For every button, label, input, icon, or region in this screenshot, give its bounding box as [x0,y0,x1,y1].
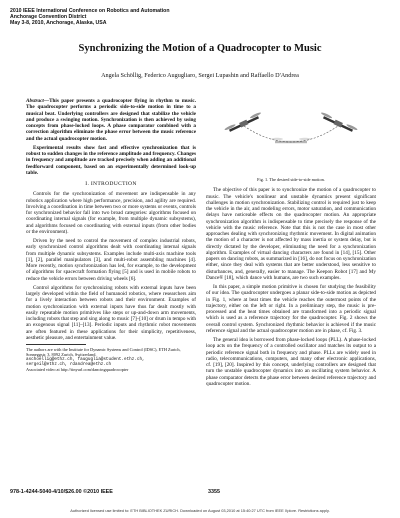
left-column [26,98,196,372]
quadrocopter-left-icon [224,112,263,135]
page-number: 3355 [208,489,220,495]
quadrocopter-right-icon [319,112,358,135]
footnote-emails-2: sergeil@ethz.ch, rdandrea@ethz.ch [26,362,112,367]
right-paragraph-2: In this paper, a simple motion primitive is chosen for studying the feasibility of our idea. The quadrocopter undergoes a planar side-to-side motion as depicted in Fig. 1, where at beat times the vehicle reaches the outermost points of the trajectory, either on the left or right. In a preliminary step, the music is pre-processed and the beat times obtained are transformed into a periodic signal which is used as a reference trajectory for the quadrocopter. Fig. 2 shows the overall control system. Synchronized rhythmic behavior is achieved if the music reference signal and the actual quadrocopter motion are in phase, cf. Fig. 3. [206,284,376,334]
trajectory-arc [244,126,338,142]
figure-1-caption: Fig. 1. The desired side-to-side motion. [257,177,325,182]
intro-paragraph-3: Control algorithms for synchronizing robots with external inputs have been largely developed within the field of humanoid robotics, where researchers aim for a lively interaction between robots and their environment. Examples of motion synchronization with external inputs have thus far dealt mostly with easily repeatable motion primitives like steps or up-and-down arm movements, including robots that step and sing along to music [7]–[10] or drum in tempo with an exogenous signal [11]–[13]. Periodic inputs and rhythmic robot movements are often featured in these applications for their simplicity, repetitiveness, aesthetic pleasure, and entertainment value. [26,284,196,341]
abstract-paragraph-2: Experimental results show fast and effective synchronization that is robust to sudden changes in the reference amplitude and frequency. Changes in frequency and amplitude are tracked precisely when adding an additional feedforward component, based on an experimentally determined look-up table. [26,144,196,176]
right-paragraph-1: The objective of this paper is to synchronize the motion of a quadrocopter to music. The vehicle's nonlinear and unstable dynamics present significant challenges in motion synchronization. Stabilizing control is required just to keep the vehicle in the air, and modeling errors, motor saturation, and communication delays have noticeable effects on the quadrocopter motion. An appropriate synchronization algorithm is indispensable to time precisely the response of the vehicle with the music reference. Note that this is not the case in most other approaches dealing with synchronizing rhythmic movement. In digital animation the motion of a character is not affected by mass inertia or system delay, but is directly dictated by the developer, eliminating the need for a synchronization algorithm. Examples of virtual dancing characters are found in [14], [15]. Other papers on dancing robots, as summarized in [16], do not focus on synchronization either, since they deal with systems that are better understood, less sensitive to disturbances, and, generally, easier to manage. The Keepon Robot [17] and My Dance® [18], which dance with humans, are two such examples. [206,187,376,281]
right-paragraph-3: The general idea is borrowed from phase-locked loops (PLL). A phase-locked loop acts on the frequency of a controlled oscillator and matches its output to a periodic reference signal both in frequency and phase. PLLs are widely used in radio, telecommunications, computers, and many other electronic applications, cf. [19], [20]. Inspired by this concept, underlying controllers are designed that turn the unstable quadrocopter dynamics into an oscillating system behavior. A phase comparator detects the phase error between desired reference trajectory and quadrocopter motion. [206,337,376,387]
footnote-rule [26,344,86,345]
conference-date: May 3-8, 2010, Anchorage, Alaska, USA [10,20,107,27]
conference-venue: Anchorage Convention District [10,14,87,21]
author-affiliation-footnote [26,347,196,372]
intro-paragraph-2: Driven by the need to control the movement of complex industrial robots, early synchronized control algorithms dealt with coordinating internal signals from multiple dynamic subsystems. Examples include multi-axis machine tools [1], [2], parallel manipulators [3], and multi-robot assembling machines [4]. More recently, motion synchronization has led, for example, to the development of algorithms for spacecraft formation flying [5] and is used in mobile robots to reduce the vehicle errors between driving wheels [6]. [26,238,196,282]
license-notice: Authorized licensed use limited to: ETH BIBLIOTHEK ZURICH. Downloaded on August 03,2010 at 15:40:27 UTC from IEEE Xplore. Restrictions apply. [70,508,330,513]
isbn-copyright: 978-1-4244-5040-4/10/$26.00 ©2010 IEEE [10,489,113,495]
paper-title: Synchronizing the Motion of a Quadrocopter to Music [78,43,322,54]
paper-authors: Angela Schöllig, Federico Augugliaro, Sergei Lupashin and Raffaello D'Andrea [101,72,299,79]
quadrocopter-motion-diagram [206,96,376,176]
abstract-text: This paper presents a quadrocopter flying in rhythm to music. The quadrocopter performs a periodic side-to-side motion in time to a musical beat. Underlying controllers are designed that stabilize the vehicle and produce a swinging motion. Synchronization is then achieved by using concepts from phase-locked loops. A phase comparator combined with a correction algorithm eliminate the phase error between the music reference and the actual quadrocopter motion. [26,98,196,142]
conference-name: 2010 IEEE International Conference on Robotics and Automation [10,8,170,14]
footnote-video-link[interactable]: Associated video at http://tinyurl.com/dancingquadrocopter [26,367,129,372]
right-column [206,96,376,390]
conference-header [10,8,170,27]
figure-1 [206,96,376,176]
abstract [26,98,196,142]
footnote-affiliation: The authors are with the Institute for Dynamic Systems and Control (IDSC), ETH Zurich, Sonneggstr. 3, 8092 Zurich, Switzerland. [26,347,181,357]
intro-paragraph-1: Controls for the synchronization of movement are indispensable in any robotics application where high performance, precision, and agility are required. Involving a coordination in time between two or more systems or events, controls for synchronized behavior fall into two broad categories: algorithms focused on coordinating internal signals (for example, from multiple dynamic subsystems), and algorithms focused on coordinating with external inputs (from other bodies or the environment). [26,191,196,235]
footnote-emails-1: aschoellig@ethz.ch, fauguglia@student.ethz.ch, [26,357,145,362]
abstract-label: Abstract— [26,98,50,104]
section-heading-introduction: I. INTRODUCTION [85,181,137,187]
